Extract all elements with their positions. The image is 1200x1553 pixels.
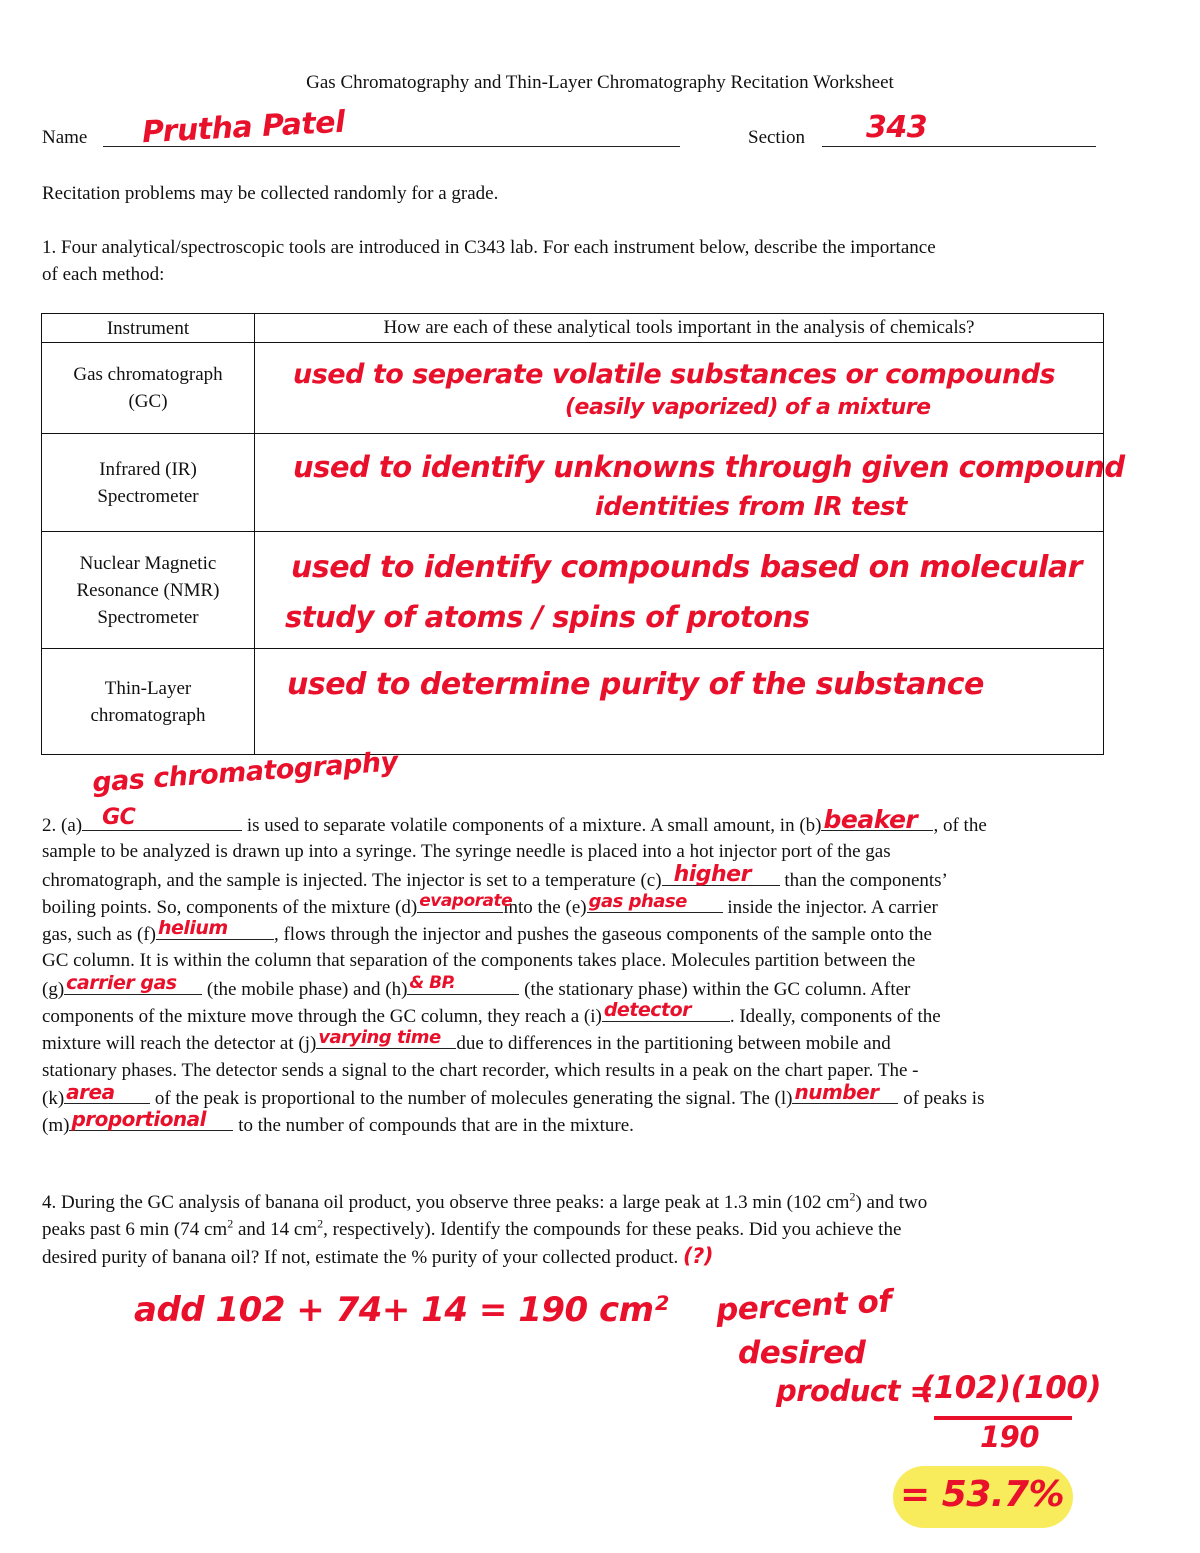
- q2-text: (the stationary phase) within the GC column. After: [519, 978, 911, 1000]
- q2-text: gas, such as (f): [42, 924, 156, 946]
- q2-text: (g): [42, 978, 65, 1000]
- answer-d: evaporate: [419, 890, 513, 911]
- q2-text: , of the: [933, 815, 987, 836]
- handwritten-note: product =: [776, 1374, 934, 1408]
- handwritten-answer: study of atoms / spins of protons: [285, 600, 810, 634]
- answer-cell: [255, 649, 1104, 755]
- superscript: 2: [849, 1189, 856, 1204]
- handwritten-denominator: 190: [980, 1420, 1040, 1454]
- instrument-name: Gas chromatograph: [73, 364, 223, 385]
- q2-line: [42, 971, 1152, 1002]
- section-label: Section: [748, 127, 805, 148]
- instrument-name: Resonance (NMR): [76, 579, 220, 601]
- handwritten-answer: used to determine purity of the substance: [287, 667, 984, 702]
- q2-text: . Ideally, components of the: [729, 1006, 941, 1028]
- q2-text: chromatograph, and the sample is injected. The injector is set to a temperature (c): [42, 869, 662, 891]
- blank-j: [316, 1029, 456, 1049]
- intro-text: Recitation problems may be collected randomly for a grade.: [42, 183, 499, 204]
- q2-text: of the peak is proportional to the number of molecules generating the signal. The (l): [150, 1087, 793, 1109]
- answer-i: detector: [603, 999, 692, 1022]
- handwritten-note: gas chromatography: [91, 746, 399, 799]
- blank-i: [602, 999, 730, 1022]
- q2-text: (the mobile phase) and (h): [202, 978, 408, 1000]
- handwritten-answer: used to identify compounds based on molecular: [291, 550, 1082, 585]
- name-value: Prutha Patel: [141, 104, 346, 151]
- q2-text: to the number of compounds that are in the mixture.: [233, 1115, 634, 1137]
- q2-text: boiling points. So, components of the mixture (d): [42, 896, 418, 918]
- q2-text: due to differences in the partitioning between mobile and: [456, 1033, 891, 1055]
- q4-line: [42, 1189, 1152, 1216]
- q4-text: , respectively). Identify the compounds for these peaks. Did you achieve the: [323, 1219, 902, 1240]
- handwritten-note: desired: [738, 1335, 866, 1371]
- answer-cell: [255, 532, 1104, 649]
- q4-text: peaks past 6 min (74 cm: [42, 1219, 228, 1240]
- blank-c: [662, 861, 780, 887]
- q4-text: desired purity of banana oil? If not, estimate the % purity of your collected product.: [42, 1247, 679, 1268]
- q2-line: [42, 805, 1152, 838]
- instrument-table: [41, 313, 1125, 755]
- q4-text: and 14 cm: [233, 1219, 318, 1240]
- section-line: [822, 146, 1096, 147]
- table-row: [42, 649, 1104, 755]
- q2-line: stationary phases. The detector sends a signal to the chart recorder, which results in a peak on the chart paper. The -: [42, 1059, 919, 1081]
- q4-line: [42, 1243, 1152, 1270]
- handwritten-sum: add 102 + 74+ 14 = 190 cm²: [134, 1290, 668, 1330]
- blank-f: [156, 917, 274, 940]
- handwritten-answer: (easily vaporized) of a mixture: [565, 395, 931, 420]
- instrument-name: chromatograph: [90, 704, 206, 726]
- answer-cell: [255, 343, 1104, 434]
- q2-text: 2. (a): [42, 815, 83, 836]
- question-4: [42, 1189, 1152, 1270]
- q2-text: inside the injector. A carrier: [722, 896, 938, 918]
- answer-f: helium: [157, 917, 228, 940]
- q2-text: of peaks is: [898, 1087, 985, 1109]
- answer-j: varying time: [318, 1027, 441, 1049]
- answer-l: number: [794, 1079, 879, 1104]
- answer-h: & BP.: [409, 972, 456, 993]
- blank-d: [417, 890, 513, 913]
- q4-line: [42, 1216, 1152, 1243]
- blank-h: [407, 972, 519, 995]
- q2-line: sample to be analyzed is drawn up into a syringe. The syringe needle is placed into a hot injector port of the gas: [42, 841, 891, 863]
- q2-text: (k): [42, 1087, 65, 1109]
- col-question: How are each of these analytical tools important in the analysis of chemicals?: [255, 314, 1104, 343]
- blank-m: [69, 1107, 233, 1132]
- table-row: [42, 532, 1104, 649]
- blank-l: [792, 1079, 898, 1104]
- worksheet-title: Gas Chromatography and Thin-Layer Chromatography Recitation Worksheet: [306, 72, 894, 93]
- col-instrument: Instrument: [42, 314, 255, 343]
- q4-text: 4. During the GC analysis of banana oil product, you observe three peaks: a large peak at 1.3 min (102 cm: [42, 1192, 850, 1213]
- superscript: 2: [317, 1216, 324, 1231]
- q2-text: , flows through the injector and pushes the gaseous components of the sample onto the: [273, 924, 932, 946]
- handwritten-answer: used to seperate volatile substances or compounds: [293, 359, 1056, 390]
- q1-line1: 1. Four analytical/spectroscopic tools are introduced in C343 lab. For each instrument below, describe the importance: [42, 237, 936, 258]
- blank-a: [82, 805, 242, 831]
- q2-line: [42, 917, 1152, 947]
- handwritten-result: = 53.7%: [900, 1474, 1065, 1515]
- handwritten-answer: identities from IR test: [595, 492, 907, 522]
- instrument-cell: [42, 649, 255, 755]
- instrument-cell: [42, 434, 255, 532]
- instrument-cell: [42, 532, 255, 649]
- instrument-name: Thin-Layer: [104, 677, 192, 699]
- blank-b: [821, 805, 933, 834]
- q4-text: ) and two: [855, 1192, 928, 1213]
- answer-a: GC: [102, 805, 136, 830]
- name-label: Name: [42, 127, 88, 148]
- q1-line2: of each method:: [42, 264, 165, 285]
- answer-e: gas phase: [588, 890, 687, 912]
- q2-line: GC column. It is within the column that separation of the components takes place. Molecules partition between the: [42, 950, 916, 972]
- handwritten-note: percent of: [715, 1283, 893, 1329]
- q2-line: [42, 1029, 1152, 1056]
- q2-text: (m): [42, 1115, 70, 1137]
- answer-k: area: [66, 1079, 115, 1104]
- handwritten-answer: used to identify unknowns through given compound: [293, 450, 1125, 484]
- instrument-name: (GC): [128, 391, 168, 412]
- question-2: [42, 805, 1152, 1139]
- q2-text: than the components’: [779, 869, 948, 891]
- q2-text: into the (e): [503, 896, 587, 918]
- instrument-name: Nuclear Magnetic: [79, 552, 217, 574]
- q2-text: mixture will reach the detector at (j): [42, 1033, 317, 1055]
- blank-k: [64, 1079, 150, 1104]
- handwritten-mark: (?): [683, 1244, 713, 1268]
- answer-cell: [255, 434, 1125, 532]
- instrument-cell: [42, 343, 255, 434]
- table-row: [42, 434, 1104, 532]
- answer-b: beaker: [823, 805, 918, 834]
- superscript: 2: [227, 1216, 234, 1231]
- instrument-name: Spectrometer: [97, 485, 199, 507]
- q2-text: is used to separate volatile components of a mixture. A small amount, in (b): [242, 815, 822, 836]
- table-row: [42, 343, 1104, 434]
- answer-m: proportional: [71, 1107, 207, 1132]
- handwritten-numerator: (102)(100): [920, 1370, 1102, 1406]
- q2-line: [42, 1107, 1152, 1138]
- instrument-name: Spectrometer: [97, 606, 199, 628]
- q2-line: [42, 1079, 1152, 1111]
- blank-e: [587, 890, 723, 913]
- answer-g: carrier gas: [66, 971, 177, 994]
- instrument-name: Infrared (IR): [99, 458, 197, 480]
- answer-c: higher: [673, 861, 751, 887]
- section-value: 343: [866, 110, 928, 145]
- blank-g: [64, 971, 202, 995]
- q2-text: components of the mixture move through the GC column, they reach a (i): [42, 1006, 602, 1028]
- q2-line: [42, 999, 1152, 1029]
